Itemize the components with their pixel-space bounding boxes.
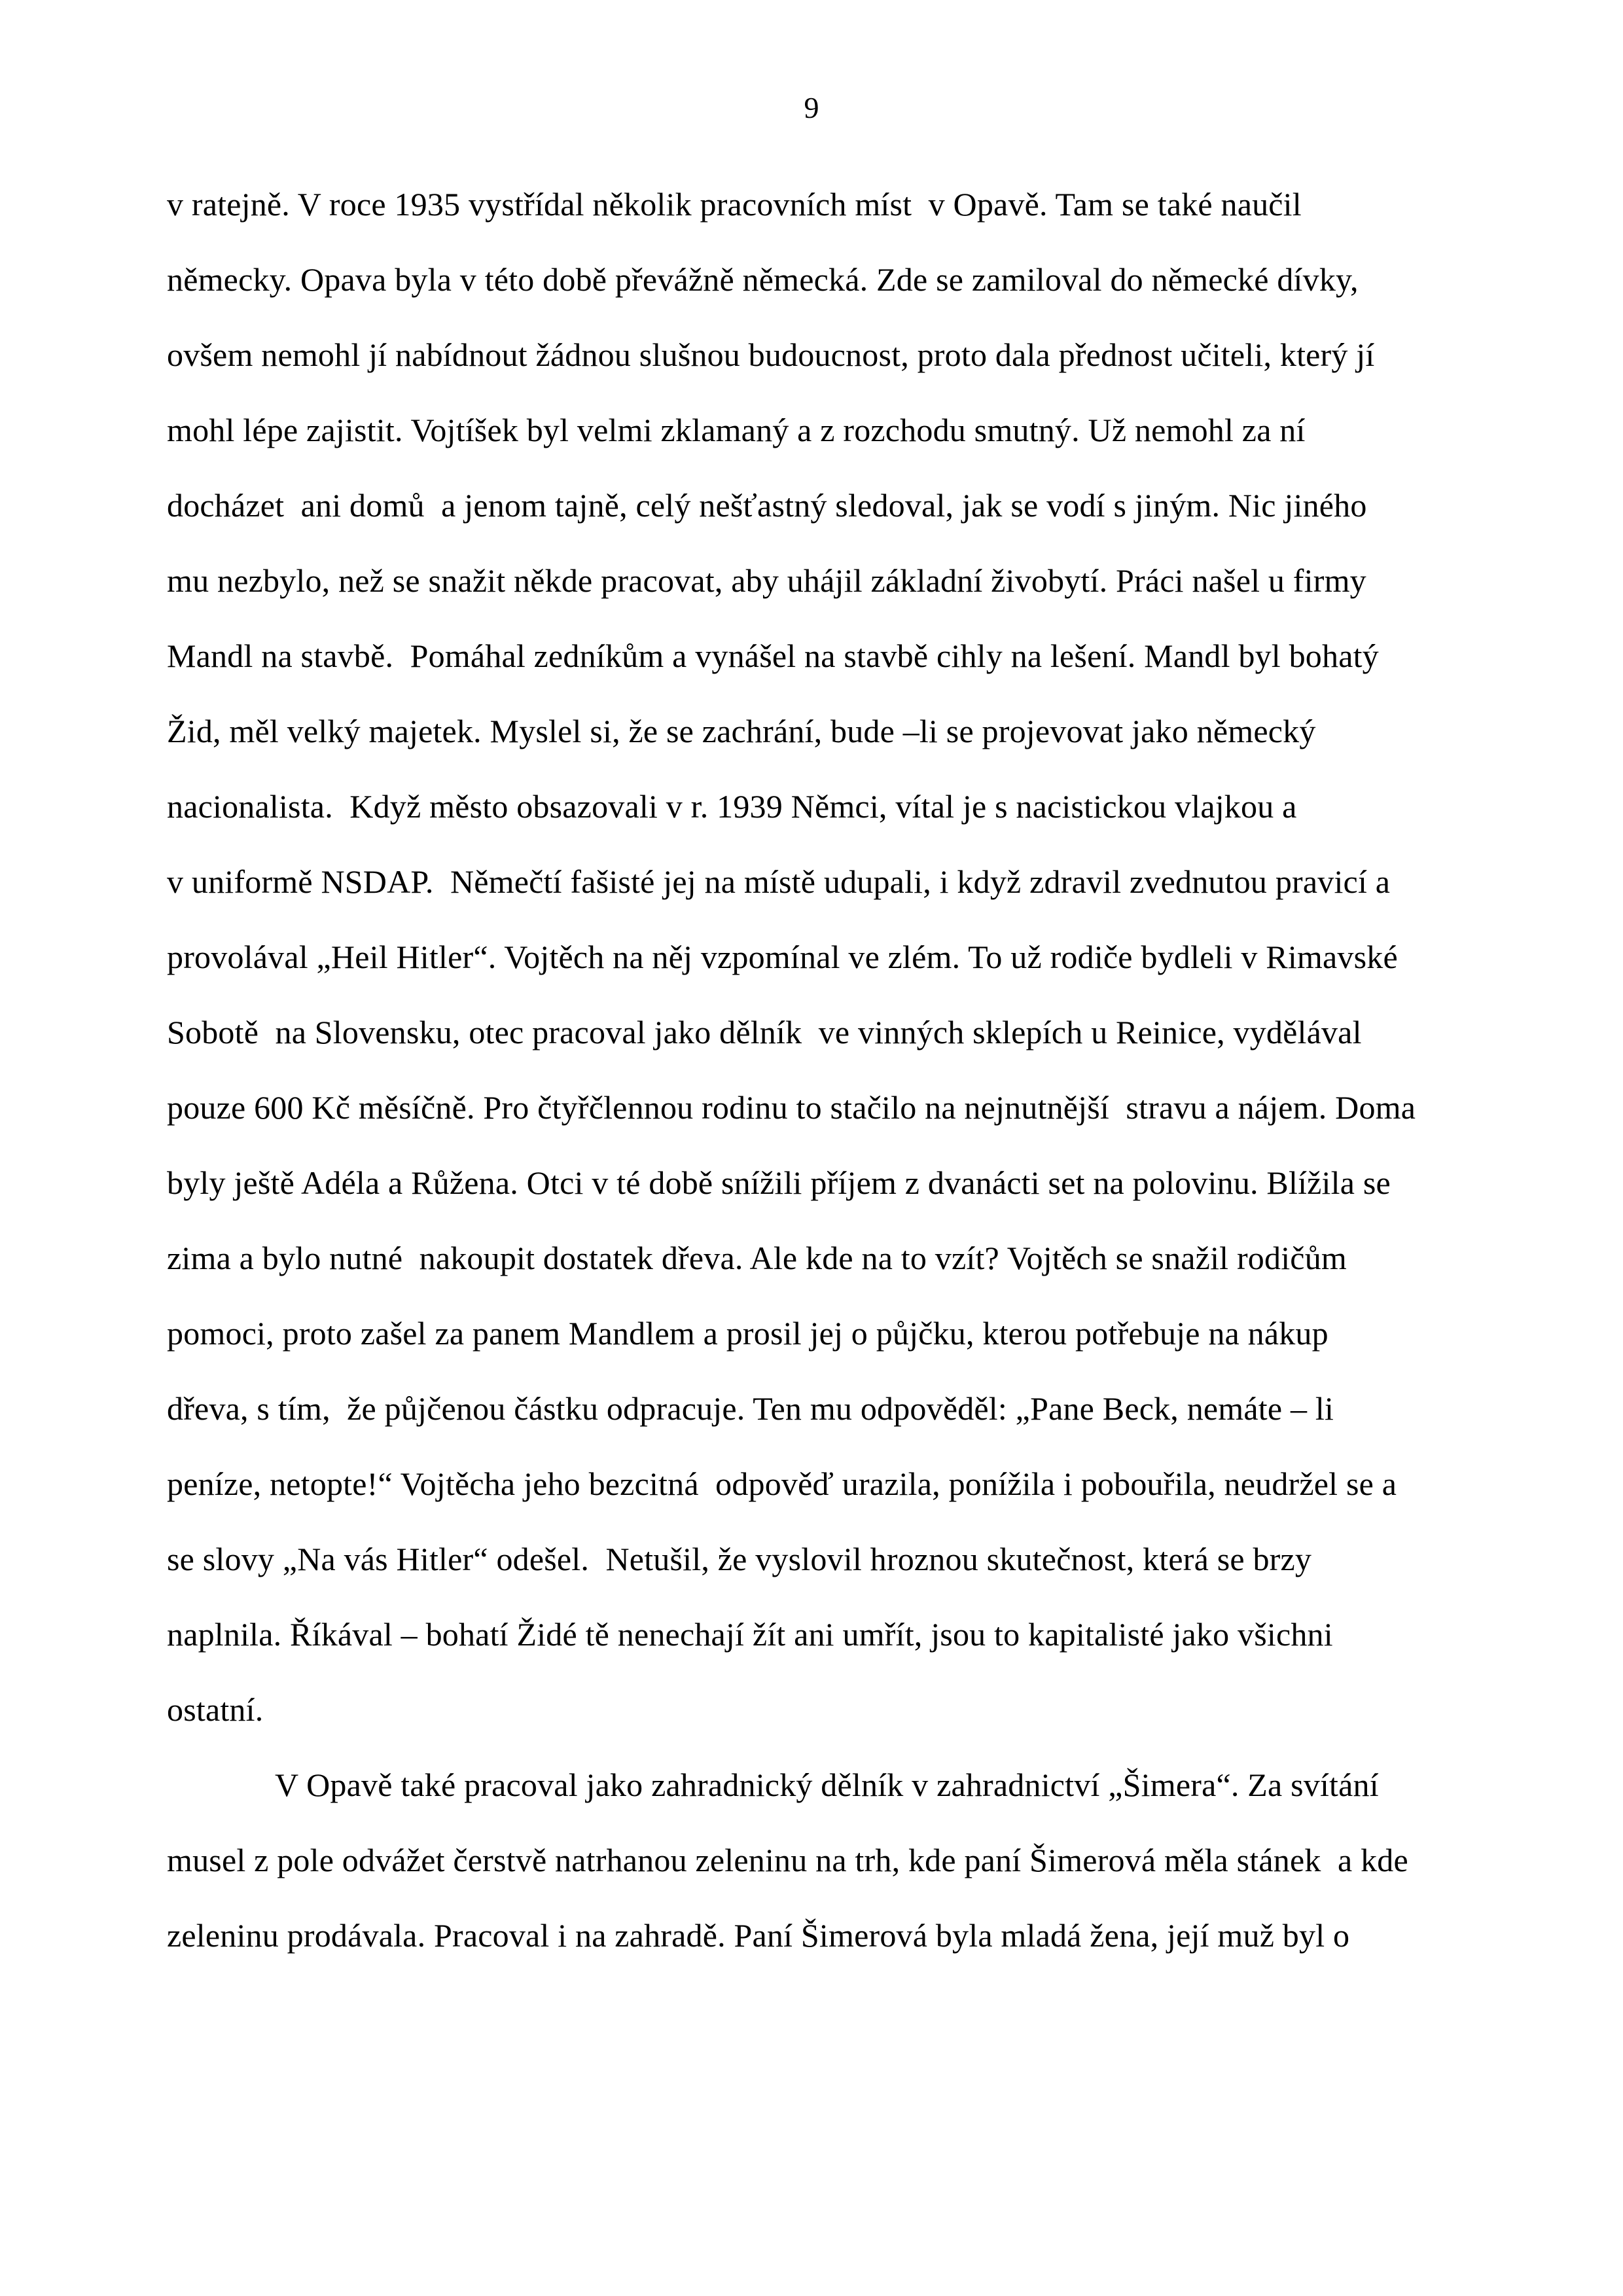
text-line: byly ještě Adéla a Růžena. Otci v té době snížili příjem z dvanácti set na polovinu. Blížila se [167,1164,1391,1201]
text-line: v uniformě NSDAP. Němečtí fašisté jej na místě udupali, i když zdravil zvednutou pravicí a [167,863,1391,900]
text-line: pouze 600 Kč měsíčně. Pro čtyřčlennou rodinu to stačilo na nejnutnější stravu a nájem. Doma [167,1089,1416,1126]
text-line: se slovy „Na vás Hitler“ odešel. Netušil, že vyslovil hroznou skutečnost, která se brzy [167,1541,1312,1577]
text-line: zima a bylo nutné nakoupit dostatek dřeva. Ale kde na to vzít? Vojtěch se snažil rodičům [167,1240,1347,1276]
page-number: 9 [804,91,819,124]
text-line: peníze, netopte!“ Vojtěcha jeho bezcitná odpověď urazila, ponížila i pobouřila, neudržel se a [167,1465,1397,1502]
text-line: Žid, měl velký majetek. Myslel si, že se zachrání, bude –li se projevovat jako německý [167,713,1316,749]
text-line: ovšem nemohl jí nabídnout žádnou slušnou budoucnost, proto dala přednost učiteli, který jí [167,336,1375,373]
text-line: zeleninu prodávala. Pracoval i na zahradě. Paní Šimerová byla mladá žena, její muž byl o [167,1917,1350,1954]
text-line: naplnila. Říkával – bohatí Židé tě nenechají žít ani umřít, jsou to kapitalisté jako všichni [167,1616,1333,1653]
text-line: docházet ani domů a jenom tajně, celý nešťastný sledoval, jak se vodí s jiným. Nic jiného [167,487,1367,524]
text-line-paragraph-start: V Opavě také pracoval jako zahradnický dělník v zahradnictví „Šimera“. Za svítání [275,1767,1379,1803]
text-line: mohl lépe zajistit. Vojtíšek byl velmi zklamaný a z rozchodu smutný. Už nemohl za ní [167,412,1306,448]
text-line: Sobotě na Slovensku, otec pracoval jako dělník ve vinných sklepích u Reinice, vydělával [167,1014,1362,1050]
text-line: německy. Opava byla v této době převážně německá. Zde se zamiloval do německé dívky, [167,261,1359,298]
text-line: mu nezbylo, než se snažit někde pracovat, aby uhájil základní živobytí. Práci našel u firmy [167,562,1366,599]
text-line: ostatní. [167,1691,264,1728]
text-line: nacionalista. Když město obsazovali v r. 1939 Němci, vítal je s nacistickou vlajkou a [167,788,1297,825]
text-line: pomoci, proto zašel za panem Mandlem a prosil jej o půjčku, kterou potřebuje na nákup [167,1315,1329,1352]
text-line: v ratejně. V roce 1935 vystřídal několik pracovních míst v Opavě. Tam se také naučil [167,186,1302,223]
text-line: provolával „Heil Hitler“. Vojtěch na něj vzpomínal ve zlém. To už rodiče bydleli v Rimavské [167,939,1398,975]
text-line: dřeva, s tím, že půjčenou částku odpracuje. Ten mu odpověděl: „Pane Beck, nemáte – li [167,1390,1334,1427]
text-line: musel z pole odvážet čerstvě natrhanou zeleninu na trh, kde paní Šimerová měla stánek a kde [167,1842,1408,1878]
text-line: Mandl na stavbě. Pomáhal zedníkům a vynášel na stavbě cihly na lešení. Mandl byl bohatý [167,637,1379,674]
body-text [167,167,1469,1973]
